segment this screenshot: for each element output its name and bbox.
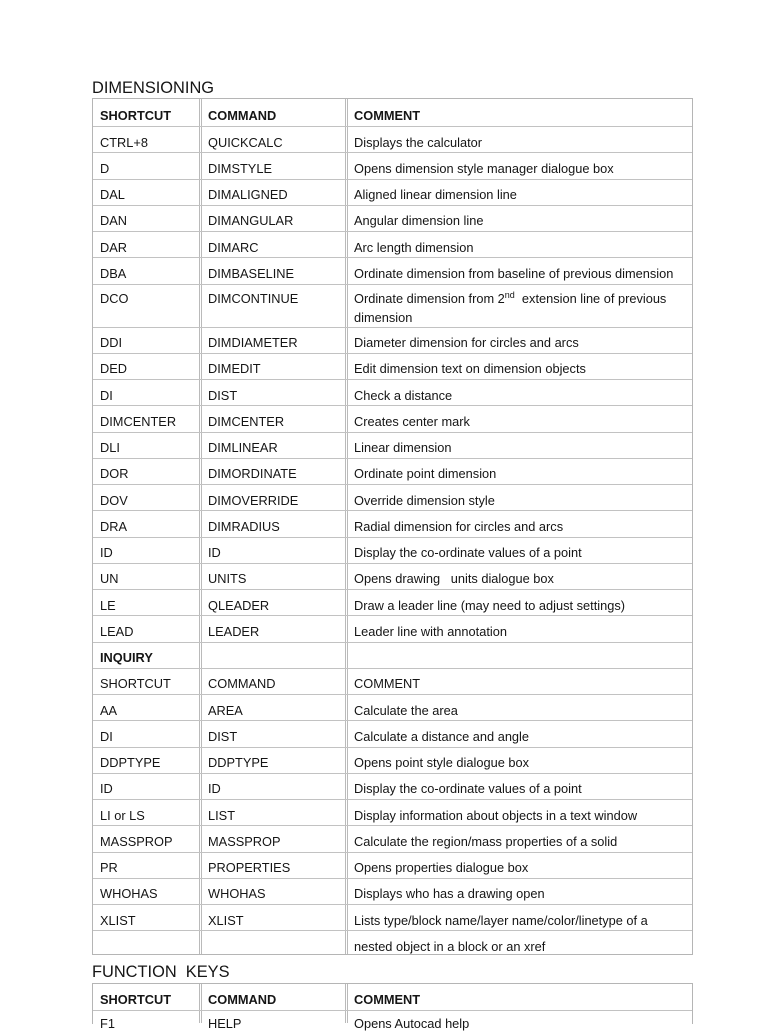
shortcut-cell: WHOHAS (100, 886, 158, 902)
shortcut-cell: DBA (100, 265, 127, 281)
table-row (93, 328, 692, 354)
command-cell: DIMLINEAR (199, 433, 345, 458)
table-row (93, 258, 692, 284)
table-row (93, 511, 692, 537)
comment-cell: nested object in a block or an xref (345, 931, 692, 954)
table-row (93, 721, 692, 747)
shortcut-cell: DRA (100, 518, 128, 534)
table-row (93, 564, 692, 590)
shortcut-cell: D (100, 160, 110, 176)
comment-cell: Displays who has a drawing open (345, 879, 692, 904)
table-row (93, 232, 692, 258)
table-row (93, 406, 692, 432)
comment-cell: Display the co-ordinate values of a point (345, 538, 692, 563)
table-header-row (93, 99, 692, 127)
column-header-command: COMMAND (199, 669, 345, 694)
command-cell: DIMRADIUS (199, 511, 345, 536)
table-row (93, 380, 692, 406)
comment-cell: Ordinate point dimension (345, 459, 692, 484)
table-row (93, 127, 692, 153)
table-row (93, 153, 692, 179)
command-cell: DIST (199, 380, 345, 405)
command-cell: LIST (199, 800, 345, 825)
command-cell: ID (199, 538, 345, 563)
command-cell: DDPTYPE (199, 748, 345, 773)
command-cell: QLEADER (199, 590, 345, 615)
command-cell: DIMSTYLE (199, 153, 345, 178)
comment-cell: Display information about objects in a text window (345, 800, 692, 825)
shortcut-cell: DCO (100, 290, 129, 306)
comment-cell: Opens dimension style manager dialogue box (345, 153, 692, 178)
table-row (93, 800, 692, 826)
comment-cell: Linear dimension (345, 433, 692, 458)
comment-cell: Creates center mark (345, 406, 692, 431)
comment-cell: Radial dimension for circles and arcs (345, 511, 692, 536)
column-header-shortcut: SHORTCUT (100, 107, 172, 123)
table-row (93, 748, 692, 774)
comment-cell: Override dimension style (345, 485, 692, 510)
command-cell: DIMANGULAR (199, 206, 345, 231)
dimensioning-inquiry-table (92, 98, 693, 955)
comment-cell: Edit dimension text on dimension objects (345, 354, 692, 379)
command-cell: DIMCENTER (199, 406, 345, 431)
table-row (93, 433, 692, 459)
table-row (93, 905, 692, 931)
shortcut-cell: MASSPROP (100, 833, 173, 849)
shortcut-cell: DDPTYPE (100, 755, 161, 770)
comment-cell: Opens point style dialogue box (345, 748, 692, 773)
table-row (93, 590, 692, 616)
shortcut-cell: PR (100, 860, 118, 875)
command-cell: DIMORDINATE (199, 459, 345, 484)
shortcut-cell: DED (100, 361, 128, 377)
table-row (93, 853, 692, 879)
comment-cell: Calculate the region/mass properties of a solid (345, 826, 692, 851)
shortcut-cell: F1 (100, 1016, 115, 1031)
command-cell: WHOHAS (199, 879, 345, 904)
shortcut-cell: DAL (100, 187, 125, 202)
superscript-text: nd (504, 289, 515, 300)
command-cell: AREA (199, 695, 345, 720)
shortcut-cell: LE (100, 597, 116, 613)
column-header-shortcut: SHORTCUT (100, 676, 171, 692)
command-cell: DIMOVERRIDE (199, 485, 345, 510)
command-cell: LEADER (199, 616, 345, 641)
section-title-dimensioning: DIMENSIONING (92, 79, 215, 97)
shortcut-cell: ID (100, 781, 113, 797)
column-header-comment: COMMENT (345, 984, 692, 1010)
command-cell: DIMEDIT (199, 354, 345, 379)
comment-cell: Aligned linear dimension line (345, 180, 692, 205)
shortcut-cell: UN (100, 571, 119, 587)
empty-cell (93, 931, 199, 954)
table-row (93, 285, 692, 328)
shortcut-cell: DI (100, 387, 113, 403)
command-cell: DIMDIAMETER (199, 328, 345, 353)
comment-cell: Opens Autocad help (345, 1011, 692, 1023)
section-title-inquiry: INQUIRY (100, 650, 153, 665)
command-cell: QUICKCALC (199, 127, 345, 152)
comment-cell: Opens drawing units dialogue box (345, 564, 692, 589)
shortcut-cell: DDI (100, 335, 123, 350)
comment-text-rest: extension line of previous dimension (354, 290, 670, 325)
empty-cell (199, 931, 345, 954)
command-cell: ID (199, 774, 345, 799)
table-row (93, 616, 692, 642)
table-row (93, 695, 692, 721)
column-header-comment: COMMENT (345, 99, 692, 126)
column-header-comment: COMMENT (345, 669, 692, 694)
comment-cell: Displays the calculator (345, 127, 692, 152)
table-row (93, 459, 692, 485)
comment-cell: Diameter dimension for circles and arcs (345, 328, 692, 353)
comment-cell: Ordinate dimension from baseline of previous dimension (345, 258, 692, 283)
table-row (93, 206, 692, 232)
section-title-function-keys: FUNCTION KEYS (92, 963, 230, 981)
empty-cell (345, 643, 692, 668)
column-header-command: COMMAND (199, 99, 345, 126)
shortcut-cell: LI or LS (100, 807, 145, 823)
comment-cell: Arc length dimension (345, 232, 692, 257)
shortcut-cell: DOR (100, 466, 129, 482)
command-cell: MASSPROP (199, 826, 345, 851)
command-cell: HELP (199, 1011, 345, 1023)
table-row (93, 1011, 692, 1031)
command-cell: DIMBASELINE (199, 258, 345, 283)
shortcut-cell: DAN (100, 213, 128, 229)
shortcut-cell: DOV (100, 492, 128, 508)
table-header-row (93, 669, 692, 695)
comment-cell: Lists type/block name/layer name/color/linetype of a (345, 905, 692, 930)
table-row (93, 354, 692, 380)
table-row (93, 826, 692, 852)
shortcut-cell: DAR (100, 239, 128, 255)
shortcut-cell: LEAD (100, 623, 134, 639)
shortcut-cell: DIMCENTER (100, 413, 177, 429)
comment-cell: Draw a leader line (may need to adjust settings) (345, 590, 692, 615)
table-row (93, 485, 692, 511)
comment-cell: Calculate the area (345, 695, 692, 720)
command-cell: PROPERTIES (199, 853, 345, 878)
table-row (93, 180, 692, 206)
comment-text: Ordinate dimension from 2 (354, 290, 505, 306)
command-cell: DIMALIGNED (199, 180, 345, 205)
comment-cell: Angular dimension line (345, 206, 692, 231)
column-header-shortcut: SHORTCUT (100, 991, 172, 1007)
comment-cell: Check a distance (345, 380, 692, 405)
shortcut-cell: DLI (100, 440, 120, 455)
function-keys-table (92, 983, 693, 1031)
table-row-continuation (93, 931, 692, 954)
command-cell: XLIST (199, 905, 345, 930)
comment-cell: Display the co-ordinate values of a point (345, 774, 692, 799)
command-cell: DIMARC (199, 232, 345, 257)
table-row (93, 538, 692, 564)
table-header-row (93, 984, 692, 1011)
comment-cell (345, 285, 692, 327)
command-cell: UNITS (199, 564, 345, 589)
shortcut-cell: XLIST (100, 912, 136, 928)
comment-cell: Leader line with annotation (345, 616, 692, 641)
shortcut-cell: ID (100, 545, 113, 560)
comment-cell: Calculate a distance and angle (345, 721, 692, 746)
comment-cell: Opens properties dialogue box (345, 853, 692, 878)
shortcut-cell: AA (100, 702, 118, 718)
command-cell: DIST (199, 721, 345, 746)
empty-cell (199, 643, 345, 668)
shortcut-cell: CTRL+8 (100, 134, 149, 150)
column-header-command: COMMAND (199, 984, 345, 1010)
command-cell: DIMCONTINUE (199, 285, 345, 327)
table-row (93, 774, 692, 800)
shortcut-cell: DI (100, 728, 113, 744)
section-row-inquiry (93, 643, 692, 669)
table-row (93, 879, 692, 905)
